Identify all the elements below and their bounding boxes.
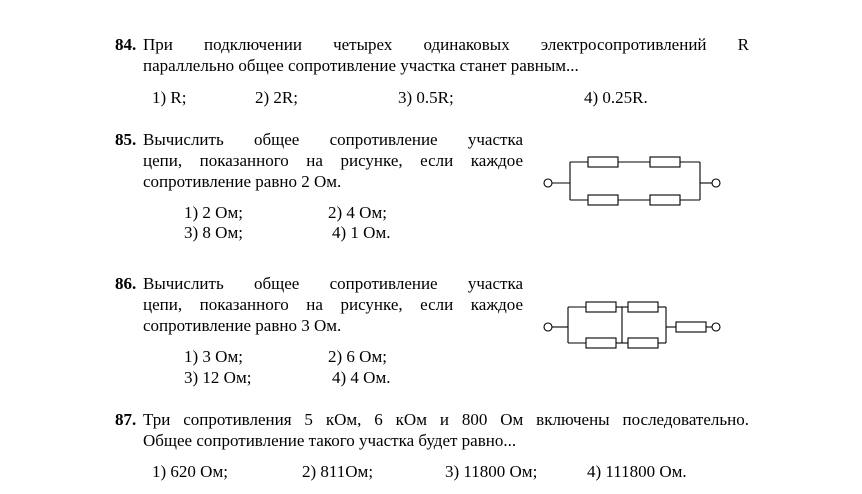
problem-86-number: 86.	[115, 274, 137, 293]
terminal-left	[544, 179, 552, 187]
resistor	[650, 195, 680, 205]
problem-85-answer-4: 4) 1 Ом.	[332, 223, 391, 242]
terminal-right	[712, 179, 720, 187]
problem-85-answer-3: 3) 8 Ом;	[184, 223, 243, 242]
terminal-left	[544, 323, 552, 331]
problem-86-answer-1: 1) 3 Ом;	[184, 347, 243, 366]
resistor	[588, 195, 618, 205]
problem-85-number: 85.	[115, 130, 137, 149]
problem-85-answer-2: 2) 4 Ом;	[328, 203, 387, 222]
resistor	[628, 338, 658, 348]
resistor	[586, 302, 616, 312]
problem-84-answer-3: 3) 0.5R;	[398, 88, 454, 107]
problem-87-answer-4: 4) 111800 Ом.	[587, 462, 687, 481]
problem-86-answer-4: 4) 4 Ом.	[332, 368, 391, 387]
problem-87-answer-3: 3) 11800 Ом;	[445, 462, 538, 481]
terminal-right	[712, 323, 720, 331]
problem-84-answer-2: 2) 2R;	[255, 88, 298, 107]
problem-86-answer-2: 2) 6 Ом;	[328, 347, 387, 366]
problem-85-text-line-2: цепи, показанного на рисунке, если каждое	[143, 151, 523, 170]
problem-85-answer-1: 1) 2 Ом;	[184, 203, 243, 222]
problem-86-text-line-3: сопротивление равно 3 Ом.	[143, 316, 342, 335]
problem-84-answer-4: 4) 0.25R.	[584, 88, 648, 107]
problem-86-answer-3: 3) 12 Ом;	[184, 368, 252, 387]
problem-84-number: 84.	[115, 35, 137, 54]
problem-84-answer-1: 1) R;	[152, 88, 187, 107]
problem-84-text-line-1: При подключении четырех одинаковых электросопротивлений R	[143, 35, 749, 54]
problem-86-text-line-2: цепи, показанного на рисунке, если каждое	[143, 295, 523, 314]
resistor	[586, 338, 616, 348]
problem-87-answer-2: 2) 811Ом;	[302, 462, 374, 481]
problem-84-text-line-2: параллельно общее сопротивление участка станет равным...	[143, 56, 579, 75]
problem-85-text-line-1: Вычислить общее сопротивление участка	[143, 130, 523, 149]
problem-87-text-line-1: Три сопротивления 5 кОм, 6 кОм и 800 Ом включены последовательно.	[143, 410, 749, 429]
resistor	[628, 302, 658, 312]
circuit-86-diagram	[540, 294, 730, 360]
problem-85-text-line-3: сопротивление равно 2 Ом.	[143, 172, 342, 191]
problem-87-text-line-2: Общее сопротивление такого участка будет равно...	[143, 431, 517, 450]
problem-87-number: 87.	[115, 410, 137, 429]
resistor	[676, 322, 706, 332]
problem-87-answer-1: 1) 620 Ом;	[152, 462, 228, 481]
circuit-85-diagram	[540, 150, 730, 216]
resistor	[650, 157, 680, 167]
resistor	[588, 157, 618, 167]
problem-86-text-line-1: Вычислить общее сопротивление участка	[143, 274, 523, 293]
